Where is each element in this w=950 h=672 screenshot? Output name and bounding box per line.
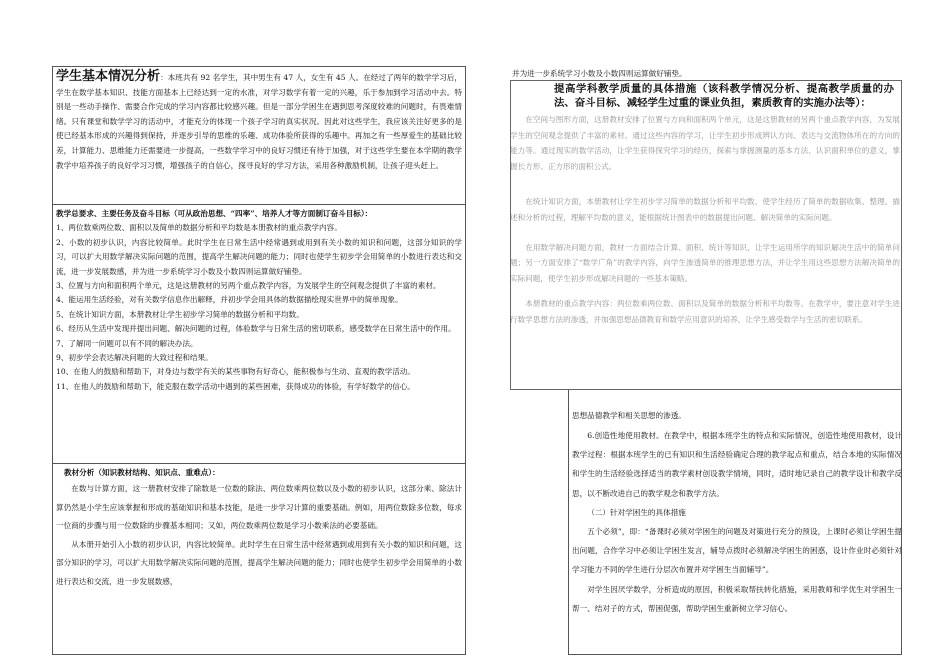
faint-paragraph: 在空间与图形方面，这册教材安排了位置与方向和面积两个单元，这是这册教材的另两个重点教学内容，为发展学生的空间观念提供了丰富的素材。通过这些内容的学习，让学生初步形成辨认方向、表达与交流物体所在的方向的能力等。通过现实的数学活动，让学生获得探究学习的经历，探索与掌握测量的基本方法、认识面积单位的意义，掌握长方形、正方形的面积公式。 bbox=[510, 115, 900, 171]
right-heading-box bbox=[510, 80, 902, 390]
goal-item: 4、能运用生活经验，对有关数学信息作出解释，并初步学会用具体的数据描绘现实世界中的简单现象。 bbox=[56, 295, 403, 305]
textbook-analysis-block bbox=[56, 466, 462, 592]
measures-heading: 提高学科教学质量的具体措施（该科教学情况分析、提高教学质量的办法、奋斗目标、减轻学生过重的课业负担，素质教育的实施办法等）： bbox=[554, 83, 894, 110]
goal-item: 5、在统计知识方面，本册教材让学生初步学习简单的数据分析和平均数。 bbox=[56, 309, 304, 319]
goal-item: 1、两位数乘两位数、面积以及简单的数据分析和平均数是本册教材的重点教学内容。 bbox=[56, 223, 342, 233]
goal-item: 10、在他人的鼓励和帮助下，对身边与数学有关的某些事物有好奇心，能积极参与生动、直观的教学活动。 bbox=[56, 367, 415, 377]
faint-paragraph: 在统计知识方面，本册教材让学生初步学习简单的数据分析和平均数，使学生经历了简单的数据收集、整理、描述和分析的过程，理解平均数的意义，能根据统计图表中的数据提出问题、解决简单的实际问题。 bbox=[510, 197, 900, 222]
right-top-line: 并为进一步系统学习小数及小数四则运算做好铺垫。 bbox=[512, 69, 687, 78]
goal-item: 2、小数的初步认识，内容比较简单。此时学生在日常生活中经常遇到或用到有关小数的知识和问题，这部分知识的学习，可以扩大用数学解决实际问题的范围，提高学生解决问题的能力；同时也使学生初步学会用简单的小数进行表达和交流，进一步发展数感，并为进一步系统学习小数及小数四则运算做好铺垫。 bbox=[56, 237, 462, 276]
goals-title: 教学总要求、主要任务及奋斗目标（可从政治思想、“四率”、培养人才等方面制订奋斗目标）： bbox=[56, 209, 373, 218]
student-analysis-block bbox=[56, 70, 462, 173]
goal-item: 6、经历从生活中发现并提出问题、解决问题的过程，体验数学与日常生活的密切联系，感受数学在日常生活中的作用。 bbox=[56, 324, 456, 334]
goal-item: 11、在他人的鼓励和帮助下，能克服在数学活动中遇到的某些困难，获得成功的体验，有学好数学的信心。 bbox=[56, 381, 415, 391]
para-creative-textbook: 6.创造性地使用教材。在教学中，根据本班学生的特点和实际情况，创造性地使用教材，设计教学过程：根据本班学生的已有知识和生活经验确定合理的教学起点和重点，结合本地的实际情况和学生的生活经验选择适当的教学素材创设教学情境，同时，适时地记录自己的教学设计和教学反思，以不断改进自己的教学观念和教学方法。 bbox=[572, 431, 902, 498]
goal-item: 7、了解同一问题可以有不同的解决办法。 bbox=[56, 338, 198, 348]
student-analysis-title: 学生基本情况分析 bbox=[56, 69, 161, 84]
faint-last-line: 思想品德教学和相关思想的渗透。 bbox=[572, 411, 686, 420]
goal-item: 3、位置与方向和面积两个单元，这是这册教材的另两个重点教学内容，为发展学生的空间观念提供了丰富的素材。 bbox=[56, 281, 441, 291]
faint-paragraph: 在用数学解决问题方面，教材一方面结合计算、面积、统计等知识，让学生运用所学的知识解决生活中的简单问题；另一方面安排了“数学广角”的教学内容，向学生渗透简单的推理思想方法，并让学生用这些思想方法解决简单的实际问题，使学生初步形成解决问题的一些基本策略。 bbox=[510, 242, 900, 283]
textbook-analysis-para: 从本册开始引入小数的初步认识，内容比较简单。此时学生在日常生活中经常遇到或用到有关小数的知识和问题，这部分知识的学习，可以扩大用数学解决实际问题的范围，提高学生解决问题的能力；同时也使学生初步学会用简单的小数进行表达和交流，进一步发展数感， bbox=[56, 539, 462, 586]
left-divider-1 bbox=[52, 204, 466, 205]
para-five-musts: 五个必须”，即：“备课时必须对学困生的问题及对策进行充分的预设，上课时必须让学困生提出问题，合作学习中必须让学困生发言，辅导点拨时必须解决学困生的困惑，设计作业时必须针对学习能力不同的学生进行分层次布置并对学困生当面辅导”。 bbox=[572, 527, 902, 575]
left-divider-2 bbox=[52, 463, 466, 464]
sub-heading-struggling: （二）针对学困生的具体措施 bbox=[587, 507, 686, 517]
textbook-analysis-title: 教材分析（知识教材结构、知识点、重难点）： bbox=[64, 468, 220, 477]
textbook-analysis-para: 在数与计算方面，这一册教材安排了除数是一位数的除法、两位数乘两位数以及小数的初步认识，这部分乘、除法计算仍然是小学生应该掌握和形成的基础知识和基本技能，是进一步学习计算的重要基础。例如，用两位数除多位数，每求一位商的步骤与用一位数除的步骤基本相同；又如，两位数乘两位数是学习小数乘法的必要基础。 bbox=[56, 484, 462, 531]
right-lower-border bbox=[568, 390, 902, 655]
goals-block bbox=[56, 207, 462, 394]
faint-paragraph: 本册教材的重点教学内容：两位数乘两位数、面积以及简单的数据分析和平均数等。在教学中，要注意对学生进行数学思想方法的渗透，并加强思想品德教育和数学应用意识的培养，让学生感受数学与生活的密切联系。 bbox=[510, 299, 900, 324]
goal-item: 9、初步学会表达解决问题的大致过程和结果。 bbox=[56, 353, 213, 363]
para-help-struggling: 对学生因厌学数学，分析造成的原因，积极采取帮扶转化措施，采用教师和学优生对学困生一帮一、结对子的方式，帮困促强，帮助学困生重新树立学习信心。 bbox=[572, 584, 902, 613]
student-analysis-text: ：本班共有 92 名学生，其中男生有 47 人，女生有 45 人。在经过了两年的数学学习后，学生在数学基本知识、技能方面基本上已经达到一定的水准，对学习数学有着一定的兴趣，乐于参加到学习活动中去。特别是一些动手操作、需要合作完成的学习内容都比较感兴趣。但是一部分学困生在遇到思考深度较难的问题时，有畏难情绪。只有课堂和数学学习的活动中，才能充分的体现一个孩子学习的真实状况。因此对这些学生，我应该关注好更多的是使已经基本形成的兴趣得到保持，并逐步引导的思维的乐趣、成功体验所获得的乐趣中。再加之有一些厚爱生的基础比较差，计算能力、思维能力还需要进一步提高，一些数学学习中的良好习惯还有待于加强，对于这些学生要在本学期的教学教学中培养孩子的良好学习习惯，增强孩子的自信心，探寻良好的学习方法，采用各种激励机制，让孩子迎头赶上。 bbox=[56, 73, 462, 170]
